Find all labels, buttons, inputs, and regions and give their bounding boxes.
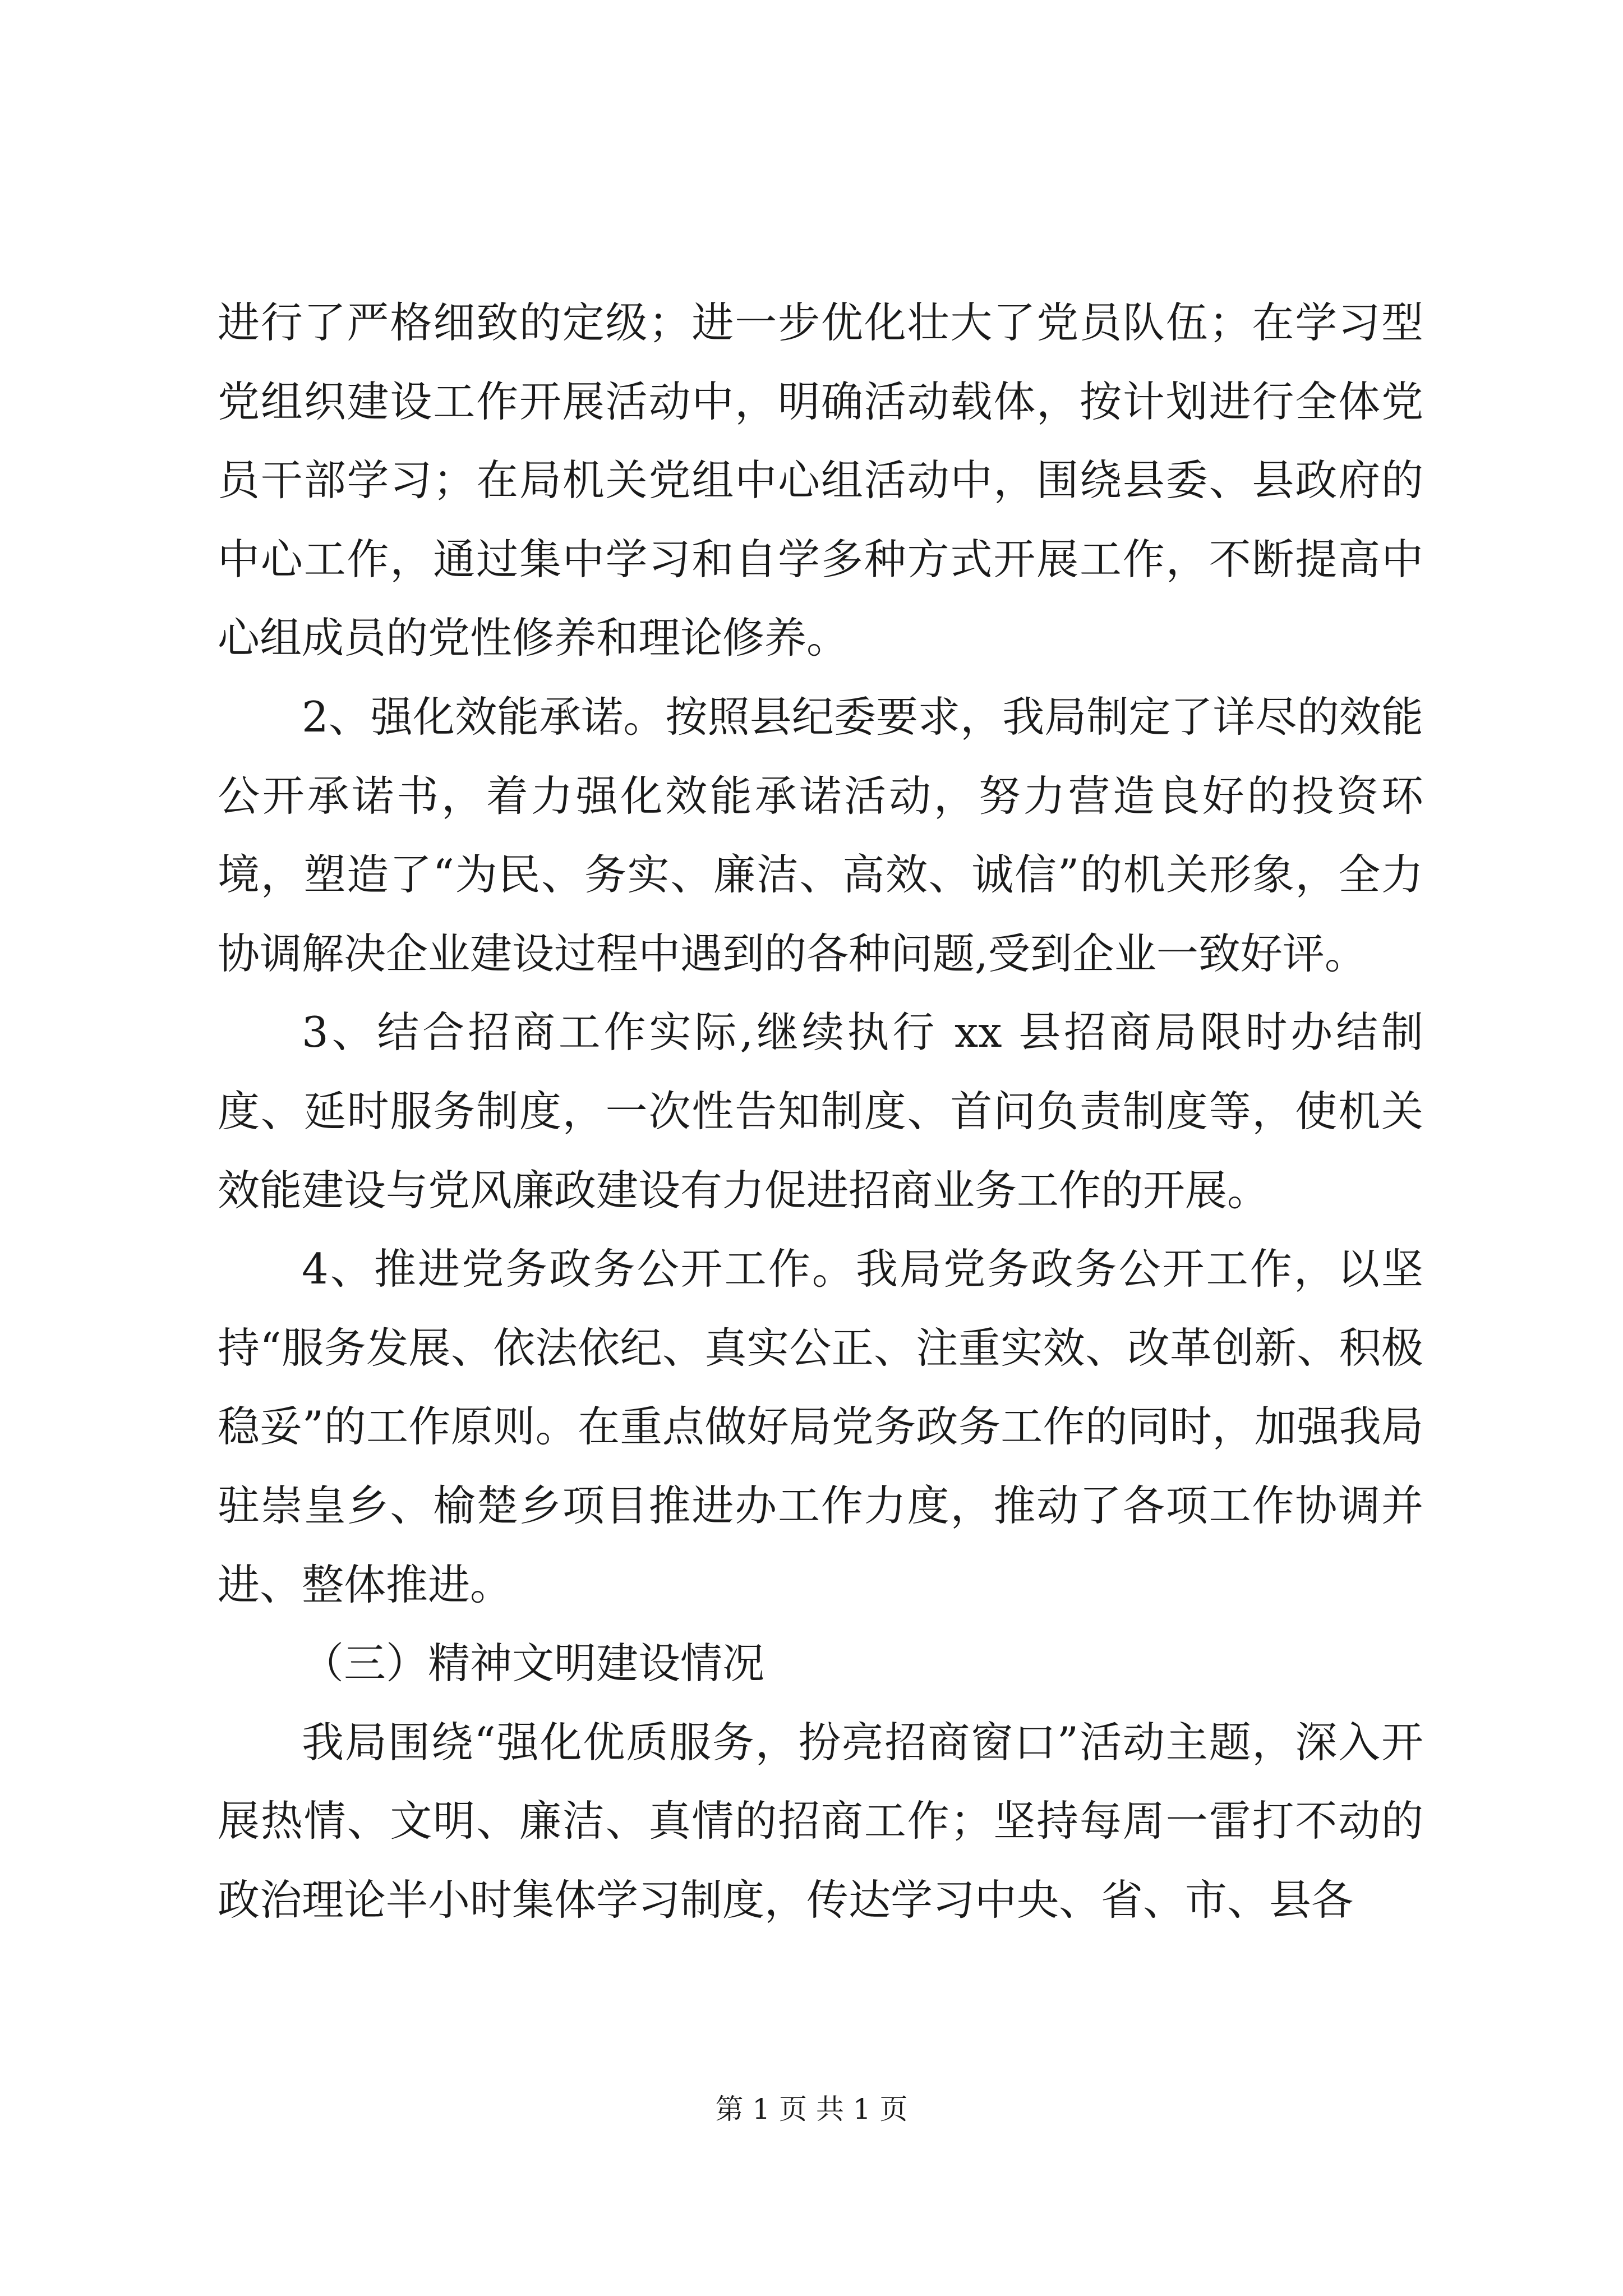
paragraph-activity-theme: 我局围绕“强化优质服务，扮亮招商窗口”活动主题，深入开展热情、文明、廉洁、真情的招商工作；坚持每周一雷打不动的政治理论半小时集体学习制度，传达学习中央、省、市、县各	[218, 1717, 1423, 1925]
document-body	[218, 283, 1423, 1939]
paragraph-investment-system: 3、结合招商工作实际,继续执行 xx 县招商局限时办结制度、延时服务制度，一次性告知制度、首问负责制度等，使机关效能建设与党风廉政建设有力促进招商业务工作的开展。	[218, 1007, 1423, 1215]
paragraph-continuation: 进行了严格细致的定级；进一步优化壮大了党员队伍；在学习型党组织建设工作开展活动中，明确活动载体，按计划进行全体党员干部学习；在局机关党组中心组活动中，围绕县委、县政府的中心工作，通过集中学习和自学多种方式开展工作，不断提高中心组成员的党性修养和理论修养。	[218, 298, 1423, 663]
section-heading-spiritual-civilization: （三）精神文明建设情况	[302, 1639, 765, 1688]
page-footer: 第 1 页 共 1 页	[715, 2093, 908, 2125]
paragraph-efficiency-commitment: 2、强化效能承诺。按照县纪委要求，我局制定了详尽的效能公开承诺书，着力强化效能承诺活动，努力营造良好的投资环境，塑造了“为民、务实、廉洁、高效、诚信”的机关形象，全力协调解决企业建设过程中遇到的各种问题,受到企业一致好评。	[218, 692, 1423, 978]
paragraph-party-affairs-disclosure: 4、推进党务政务公开工作。我局党务政务公开工作，以坚持“服务发展、依法依纪、真实公正、注重实效、改革创新、积极稳妥”的工作原则。在重点做好局党务政务工作的同时，加强我局驻崇皇乡、榆楚乡项目推进办工作力度，推动了各项工作协调并进、整体推进。	[218, 1244, 1423, 1609]
